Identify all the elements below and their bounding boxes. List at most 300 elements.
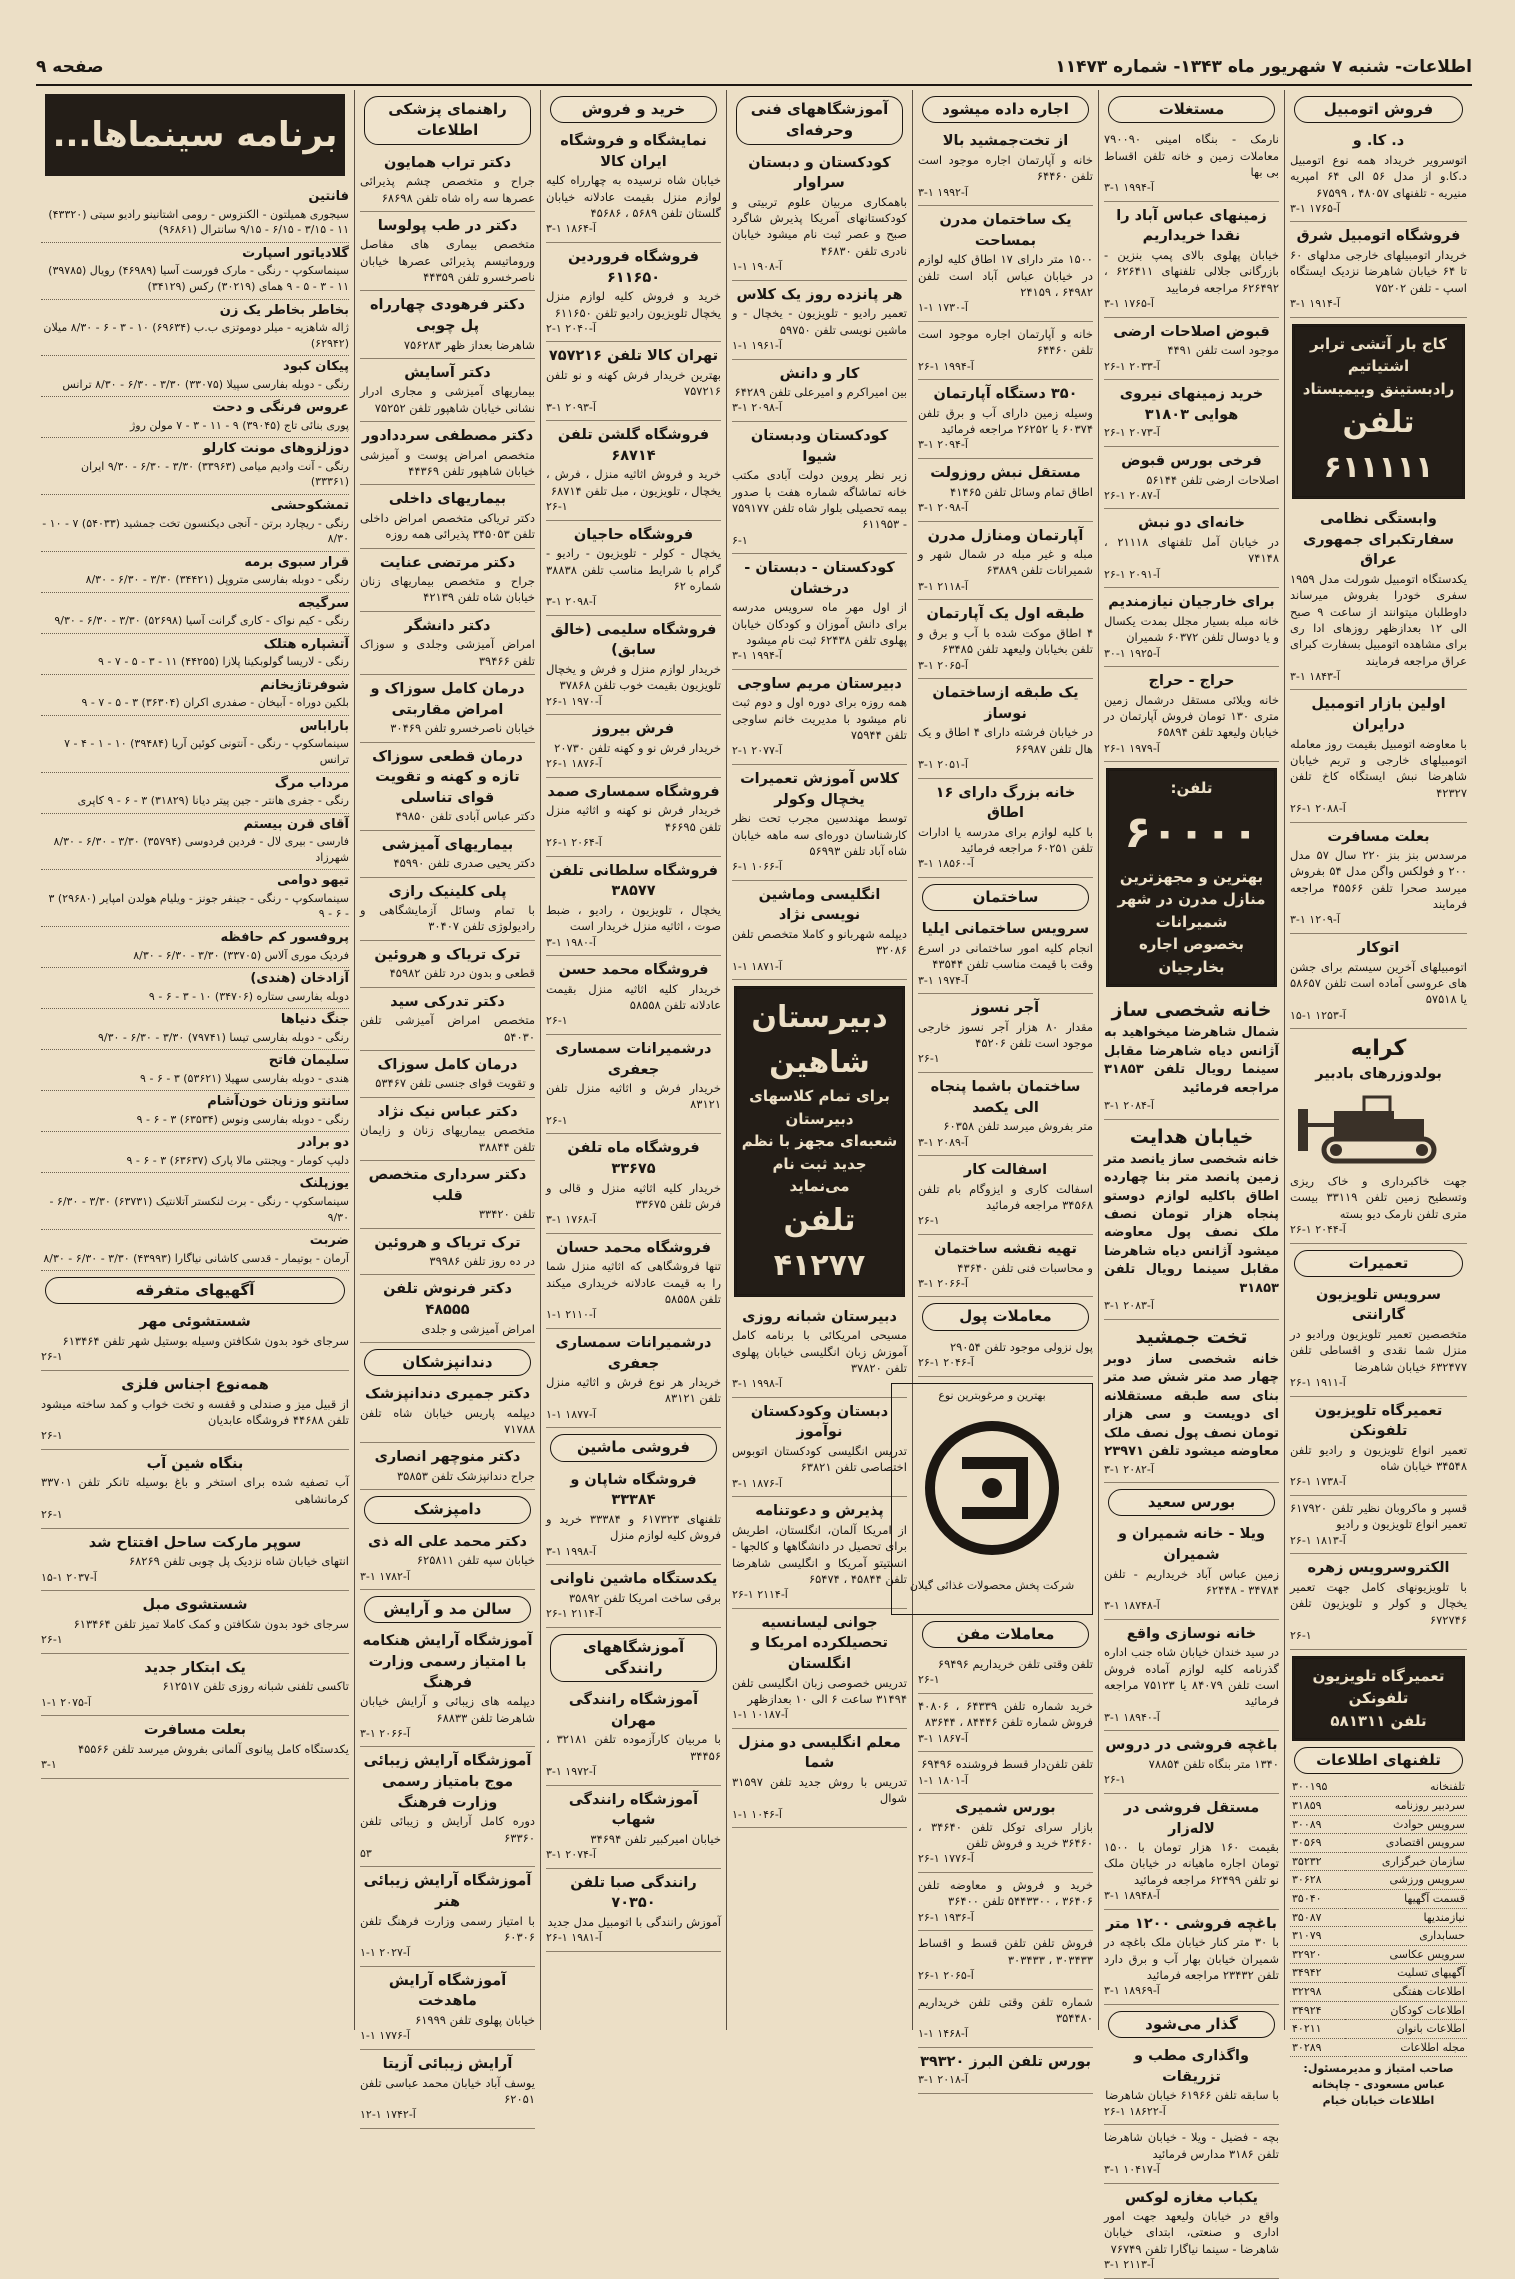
classified-ad <box>918 1931 1093 1989</box>
cinema-entry <box>41 634 349 675</box>
classified-ad <box>1104 1620 1279 1732</box>
phone-number: ۳۰۰۱۹۵ <box>1290 1778 1345 1796</box>
ad-body: با ۳۰ متر کنار خیابان ملک باغچه در شمیران خیابان بهار آب و برق دارد تلفن ۲۳۴۳۲ مراجعه فرمائید <box>1104 1935 1279 1982</box>
ad-ref: ۳-۱ ۱۸۷۶-آ <box>732 1476 782 1490</box>
film-title: تیهو دوامی <box>277 873 349 889</box>
ad-body: مسیحی امریکائی با برنامه کامل آموزش زبان انگلیسی خیابان پهلوی تلفن ۳۷۸۲۰ <box>732 1328 907 1375</box>
classified-ad <box>732 554 907 670</box>
ad-body: اطاق تمام وسائل تلفن ۴۱۴۶۵ <box>950 484 1093 499</box>
phone-number: ۳۵۰۸۷ <box>1290 1908 1345 1927</box>
ad-title: خیابان هدایت <box>1129 1125 1254 1148</box>
film-title: دو برادر <box>298 1135 349 1151</box>
ad-ref: ۲۶-۱ ۱۸۱۳-آ <box>1290 1533 1346 1547</box>
ad-title: آموزشگاه رانندگی مهران <box>568 1692 699 1729</box>
ad-body: خانه و آپارتمان اجاره موجود است تلفن ۶۴۴۶۰ <box>918 152 1093 184</box>
classified-ad <box>360 1098 535 1161</box>
ad-body: انتهای خیابان شاه نزدیک پل چوبی تلفن ۶۸۲۶۹ <box>128 1554 349 1569</box>
phone-number: ۳۱۰۷۹ <box>1290 1927 1345 1946</box>
ad-title: کار و دانش <box>779 365 860 382</box>
classified-ad <box>1290 934 1467 1029</box>
ad-title: آموزشگاه آرایش زیبائی موج بامتیاز رسمی وزارت فرهنگ <box>363 1753 532 1811</box>
ad-body: بازار سرای توکل تلفن ۳۴۶۴۰ ، ۳۶۴۶۰ خرید و فروش تلفن <box>918 1819 1093 1851</box>
column-education <box>726 90 912 2030</box>
classified-ad <box>546 1786 721 1869</box>
ad-ref: ۱-۱ ۱۸۷۱-آ <box>732 959 782 973</box>
film-title: تمشکوحشی <box>270 498 349 514</box>
ad-body: در سید خندان خیابان شاه جنب اداره گذرنامه کلیه لوازم آماده فروش است تلفن ۸۴۰۷۹ یا ۷۵۱۲۳ مراجعه فرمائید <box>1104 1645 1279 1709</box>
ad-title: از تخت‌جمشید بالا <box>942 133 1069 150</box>
film-title: دوزلزوهای مونت کارلو <box>203 441 349 457</box>
film-showtimes: سینماسکوپ - رنگی - مارک فورست آسیا (۴۶۹۸۹) رویال (۳۹۷۸۵) ۱۱ - ۳ - ۵ - ۹ همای (۳۰۲۱۹) رکس (۳۴۱۲۹) <box>48 264 349 293</box>
film-showtimes: سینماسکوپ - رنگی - جینفر جونز - ویلیام هولدن امپایر (۲۹۶۸۰) ۳ - ۶ - ۹ <box>48 891 349 921</box>
film-title: سانتو وزنان خون‌آشام <box>207 1094 349 1110</box>
ad-ref: ۲۶-۱ <box>546 1014 568 1028</box>
classified-ad <box>41 1716 349 1779</box>
ad-body: دوره کامل آرایش و زیبائی تلفن ۶۳۳۶۰ <box>360 1814 535 1845</box>
ad-body: بچه - فضیل - ویلا - خیابان شاهرضا تلفن ۳۱۸۶ مدارس فرمائید <box>1104 2130 1279 2161</box>
ad-ref: ۳-۱ ۲۰۹۴-آ <box>918 438 968 452</box>
ad-body: آب تصفیه شده برای استخر و باغ بوسیله تانکر تلفن ۳۳۷۰۱ کرمانشاهی <box>41 1475 349 1506</box>
film-title: یوزپلنک <box>299 1176 349 1192</box>
ad-title: یک ابتکار جدید <box>144 1659 246 1676</box>
cinema-entry <box>41 495 349 552</box>
classified-ad <box>918 459 1093 522</box>
film-title: آزاد‌خان (هندی) <box>250 971 349 987</box>
phone-table <box>1290 1778 1467 2057</box>
ad-body: متر بفروش میرسد تلفن ۶۰۳۵۸ <box>943 1119 1093 1134</box>
ad-ref: ۳-۱ ۲۰۶۶-آ <box>360 1726 410 1740</box>
ad-ref: ۳-۱ ۲۰۶۶-آ <box>918 1276 968 1290</box>
ad-ref: ۱-۱ ۲۰۲۷-آ <box>360 1946 410 1960</box>
ad-ref: ۳-۱ ۲۰۵۱-آ <box>918 758 968 772</box>
ad-title: فروشگاه گلشن تلفن ۶۸۷۱۴ <box>557 427 710 464</box>
ad-ref: ۳-۱ ۲۱۱۳-آ <box>1104 2258 1154 2272</box>
ad-title: سرویس ساختمانی ایلیا <box>921 921 1090 938</box>
classified-ad <box>360 359 535 422</box>
classified-ad <box>360 149 535 212</box>
table-row <box>1290 1964 1467 1983</box>
section-heading: اجاره داده میشود <box>922 96 1089 123</box>
ad-body: توسط مهندسین مجرب تحت نظر کارشناسان دوره‌ای سه ماهه خیابان شاه آباد تلفن ۵۶۹۹۳ <box>732 811 907 858</box>
table-row <box>1290 1889 1467 1908</box>
cinema-entry <box>41 870 349 927</box>
cinema-entry <box>41 552 349 593</box>
classified-ad <box>918 1694 1093 1752</box>
classified-ad <box>918 206 1093 322</box>
classified-ad <box>1104 318 1279 381</box>
ad-body: شمال شاهرضا میخواهید به آژانس دیاه شاهرضا مقابل سینما رویال تلفن ۳۱۸۵۳ مراجعه فرمائید <box>1104 1025 1279 1096</box>
classified-ad <box>1290 823 1467 935</box>
section-heading: فروش اتومبیل <box>1294 96 1463 123</box>
classified-ad <box>732 670 907 765</box>
ad-ref: ۲۶-۱ <box>41 1633 63 1647</box>
film-showtimes: دوبله بفارسی ستاره (۳۴۷۰۶) ۱۰ - ۳ - ۶ - ۹ <box>148 989 349 1003</box>
section-heading: دامپزشک <box>364 1496 531 1523</box>
classified-ad <box>360 988 535 1051</box>
ad-ref: ۲۶-۱ ۱۹۱۱-آ <box>1290 1376 1346 1390</box>
classified-ad <box>360 831 535 878</box>
ad-title: دکتر منوچهر انصاری <box>374 1449 521 1466</box>
film-showtimes: فردیک موری آلاس (۳۳۷۰۵) ۳/۳۰ - ۶/۳۰ - ۸/۳۰ <box>133 948 349 962</box>
classified-ad <box>1104 1120 1279 1320</box>
ad-body: زیر نظر پروین دولت آبادی مکتب خانه تماشاگه شماره هفت با صدور بیمه تحصیلی بلوار شاه تلفن ۷۵۹۱۷۷ - ۶۱۱۹۵۳ <box>732 468 907 532</box>
ad-body: خیابان شاه نرسیده به چهارراه کلیه لوازم منزل بقیمت عادلانه خیابان گلستان تلفن ۵۶۸۹ ، ۴۵۶۸۶ <box>546 173 721 221</box>
ad-body: دیپلمه پاریس خیابان شاه تلفن ۷۱۷۸۸ <box>360 1405 535 1437</box>
ad-title: آپارتمان ومنازل مدرن <box>927 527 1084 544</box>
film-title: آتشپاره هتلک <box>263 636 349 652</box>
ad-title: معلم انگلیسی دو منزل شما <box>738 1734 901 1772</box>
ad-body: خریدار کلیه اثاثیه منزل و قالی و فرش تلفن ۳۳۶۷۵ <box>546 1180 721 1211</box>
classified-ad <box>546 1869 721 1952</box>
classified-ad <box>360 1443 535 1490</box>
ad-ref: ۱-۱ ۱۷۷۶-آ <box>360 2029 410 2043</box>
ad-ref: ۳-۱ ۲۰۸۴-آ <box>1104 1099 1154 1113</box>
ad-title: ویلا - خانه شمیران و شمیران <box>1117 1526 1266 1564</box>
classified-ad <box>732 1398 907 1497</box>
ad-ref: ۱-۱ ۱۷۳۰-آ <box>918 301 968 315</box>
ad-body: با تلویزیونهای کامل جهت تعمیر یخچال و کولر و تلویزیون تلفن ۶۷۲۷۴۶ <box>1290 1579 1467 1627</box>
film-title: سلیمان فاتح <box>268 1053 349 1069</box>
ad-ref: ۲۶-۱ <box>1104 1773 1126 1787</box>
ad-title: باغچه فروشی ۱۲۰۰ متر <box>1106 1915 1277 1932</box>
ad-title: فروشگاه حاجیان <box>573 526 694 543</box>
film-title: عروس فرنگی و دحت <box>212 400 349 416</box>
film-title: فانتین <box>308 189 349 205</box>
ad-body: جهت خاکبرداری و خاک ریزی وتسطیح زمین تلفن ۳۳۱۱۹ بیست متری تلفن نارمک دیو بسته <box>1290 1174 1467 1221</box>
ad-body: نارمک - بنگاه امینی ۷۹۰۰۹۰ معاملات زمین و خانه تلفن اقساط بی بها <box>1104 132 1279 179</box>
classified-ad <box>546 342 721 421</box>
classified-ad <box>918 1235 1093 1298</box>
ad-title: الکتروسرویس زهره <box>1307 1560 1450 1577</box>
phone-number: ۴۰۲۱۱ <box>1290 2020 1345 2039</box>
ad-body: خانه ویلائی مستقل درشمال زمین متری ۱۳۰ تومان فروش آپارتمان در خیابان ولیعهد تلفن ۶۵۸۹۴ <box>1104 692 1279 740</box>
ad-body: زمین عباس آباد خریداریم - تلفن ۳۴۷۸۴ - ۶۲۴۴۸ <box>1104 1566 1279 1597</box>
classified-ad <box>360 1380 535 1443</box>
classified-ad <box>546 127 721 243</box>
ad-title: رانندگی صبا تلفن ۷۰۳۵۰ <box>570 1874 697 1912</box>
ad-body: خرید و فروش کلیه لوازم منزل یخچال تلویزیون رادیو تلفن ۶۱۱۶۵۰ <box>546 289 721 320</box>
ad-title: کودکستان - دبستان - درخشان <box>744 560 895 597</box>
ad-ref: ۲۶-۱ <box>41 1350 63 1364</box>
ad-ref: ۳-۱ ۲۰۹۸-آ <box>546 595 596 609</box>
ad-body: جراح و متخصص بیماریهای زنان خیابان شاه تلفن ۴۲۱۳۹ <box>360 574 535 605</box>
classified-ad <box>1290 1281 1467 1397</box>
classified-ad <box>360 1747 535 1867</box>
ad-body: متخصص امراض پوست و آمیزشی خیابان شاهپور تلفن ۴۴۳۶۹ <box>360 447 535 479</box>
ad-title: دکتر سرداری متخصص قلب <box>368 1167 527 1204</box>
classified-ad <box>360 291 535 358</box>
ad-title: آموزشگاه آرایش زیبائی هنر <box>363 1873 532 1911</box>
column-cinemas <box>36 90 354 2030</box>
classified-ad <box>918 380 1093 459</box>
ad-title: دبیرستان شبانه روزی <box>742 1308 897 1325</box>
ad-title: درشمیرانات سمساری جعفری <box>555 1334 712 1372</box>
classified-ad <box>732 1497 907 1609</box>
classified-ad <box>546 1565 721 1628</box>
classified-ad <box>1104 1520 1279 1619</box>
ad-ref: ۳-۱ ۱۷۶۸-آ <box>546 1213 596 1227</box>
ad-title: دکتر محمد علی اله ذی <box>368 1533 527 1550</box>
cinema-entry <box>41 716 349 773</box>
ad-title: نمایشگاه و فروشگاه ایران کالا <box>560 133 707 170</box>
table-row <box>1290 1834 1467 1853</box>
classified-ad <box>1104 1731 1279 1794</box>
ad-body: اسفالت کاری و ایزوگام بام تلفن ۳۴۵۶۸ مراجعه فرمائید <box>918 1181 1093 1213</box>
ad-body: مبله و غیر مبله در شمال شهر و شمیرانات تلفن ۶۳۸۸۹ <box>918 547 1093 578</box>
cinema-entry <box>41 300 349 357</box>
section-heading: سالن مد و آرایش <box>364 1596 531 1623</box>
phone-number: ۳۰۰۸۹ <box>1290 1815 1345 1834</box>
ad-body: از قبیل میز و صندلی و قفسه و تخت خواب و کمد ساخته میشود تلفن ۴۴۶۸۸ فروشگاه عابدیان <box>41 1396 349 1427</box>
ad-title: بنگاه شین آب <box>146 1455 244 1472</box>
phone-label: سرویس عکاسی <box>1345 1945 1467 1964</box>
ad-title: دکتر مرتضی عنایت <box>379 554 516 571</box>
ad-body: دکتر عباس آبادی تلفن ۴۹۸۵۰ <box>395 809 535 824</box>
ad-body: خریدار فرش نو و کهنه تلفن ۲۰۷۳۰ <box>554 740 721 755</box>
ad-ref: ۲۶-۱ ۱۹۷۹-آ <box>1104 741 1160 755</box>
ad-body: با امتیاز رسمی وزارت فرهنگ تلفن ۶۰۳۰۶ <box>360 1913 535 1944</box>
ad-title: اولین بازار اتومبیل درایران <box>1311 696 1446 734</box>
ad-body: با کلیه لوازم برای مدرسه یا ادارات تلفن ۶۰۲۵۱ مراجعه فرمائید <box>918 824 1093 856</box>
classified-ad <box>41 1529 349 1592</box>
ad-ref: ۳-۱ ۱۹۹۸-آ <box>546 1544 596 1558</box>
ad-title: دکتر جمیری دندانپزشک <box>364 1386 531 1403</box>
ad-ref: ۱-۱ ۱۹۰۸-آ <box>732 260 782 274</box>
ad-phone: تلفن ۴۱۲۷۷ <box>773 1202 866 1283</box>
column-real-estate <box>1098 90 1284 2272</box>
classified-ad <box>546 243 721 342</box>
ad-ref: ۳-۱ ۱۷۶۵-آ <box>1290 201 1340 215</box>
ad-body: خانه و آپارتمان اجاره موجود است تلفن ۶۴۴۶۰ <box>918 326 1093 358</box>
ad-ref: ۲۶-۱ ۱۹۹۴-آ <box>918 359 974 373</box>
ad-body: جراح دندانپزشک تلفن ۳۵۸۵۳ <box>396 1469 535 1483</box>
ad-title: ترک تریاک و هروئین <box>374 1234 521 1251</box>
classified-ad <box>41 1308 349 1371</box>
ad-line: برای تمام کلاسهای دبیرستان <box>749 1087 890 1128</box>
ad-body: خیابان ناصرخسرو تلفن ۳۰۴۶۹ <box>390 721 535 736</box>
ad-ref: ۳-۱ ۱۹۹۴-آ <box>1104 181 1154 195</box>
classified-ad <box>1290 1496 1467 1554</box>
classified-ad <box>1104 380 1279 447</box>
ad-ref: ۳-۱ ۱۷۸۲-آ <box>360 1569 410 1583</box>
ad-body: از امریکا آلمان، انگلستان، اطریش برای تحصیل در دانشگاهها و کالجها - انستیتو آمریکا و انگلیسی شاهرضا تلفن ۴۵۸۴۴ ، ۶۵۴۷۴ <box>732 1522 907 1586</box>
ad-body: تدریس انگلیسی کودکستان اتوبوس اختصاصی تلفن ۶۳۸۲۱ <box>732 1444 907 1475</box>
classified-ad <box>41 1450 349 1529</box>
classified-ad <box>360 743 535 831</box>
ad-title: دبیرستان مریم ساوجی <box>737 675 902 692</box>
ad-body: دیپلمه شهربانو و کاملا متخصص تلفن ۳۲۰۸۶ <box>732 926 907 958</box>
phone-label: سازمان خبرگزاری <box>1345 1852 1467 1871</box>
ad-ref: ۲۶-۱ <box>41 1508 63 1522</box>
ad-body: باهمکاری مربیان علوم تربیتی و کودکستانهای آمریکا پذیرش شاگرد صبح و عصر ثبت نام میشود خیابان نادری تلفن ۴۶۸۳۰ <box>732 194 907 258</box>
ad-title: دکتر فرهودی چهارراه پل چوبی <box>370 297 525 334</box>
section-heading: دندانپزشکان <box>364 1349 531 1376</box>
ad-title: پذیرش و دعوتنامه <box>755 1503 884 1520</box>
ad-body: خانه شخصی ساز یانصد متر زمین پانصد متر بنا چهارده اطاق باکلیه لوازم دوستو پنجاه هزار تومان نصف ملک نصف پول معاوضه میشود آژانس دیاه شاهرضا مقابل سینما رویال تلفن ۳۱۸۵۳ <box>1104 1151 1279 1296</box>
film-title: ضربت <box>309 1233 349 1249</box>
phone-number: ۳۴۹۲۴ <box>1290 2001 1345 2020</box>
ad-ref: ۲۶-۱ ۱۷۷۶-آ <box>918 1852 974 1866</box>
phone-label: تلفنخانه <box>1345 1778 1467 1796</box>
ad-ref: ۲۶-۱ ۲۰۹۱-آ <box>1104 567 1160 581</box>
film-title: گلادیاتور اسپارت <box>242 245 349 261</box>
ad-ref: ۲۶-۱ ۲۰۶۴-آ <box>546 836 602 850</box>
film-showtimes: سینماسکوپ - رنگی - برت لنکستر آتلانتیک (۶۳۷۳۱) ۳/۳۰ - ۶/۳۰ - ۹/۳۰ <box>49 1194 349 1224</box>
film-showtimes: بلکین دوراه - آبیخان - صفدری اکران (۳۶۳۰۴) ۳ - ۵ - ۷ - ۹ <box>81 696 349 710</box>
ad-body: دکتر تریاکی متخصص امراض داخلی تلفن ۳۴۵۰۵۳ پذیرائی همه روزه <box>360 510 535 542</box>
ad-phone: ۶۰۰۰۰ <box>1124 806 1259 858</box>
table-row <box>1290 2001 1467 2020</box>
classified-ad <box>732 1729 907 1828</box>
ad-body: خرید و فروش اثاثیه منزل ، فرش ، یخچال ، تلویزیون ، مبل تلفن ۶۸۷۱۴ <box>546 467 721 498</box>
phone-number: ۳۲۹۲۰ <box>1290 1945 1345 1964</box>
ad-body: خریدار اتومبیلهای خارجی مدلهای ۶۰ تا ۶۴ خیابان شاهرضا نزدیک ایستگاه اسپ - تلفن ۷۵۲۰۲ <box>1290 248 1467 295</box>
ad-ref: ۲۶-۱ ۱۸۷۶-آ <box>546 757 602 771</box>
ad-title: واگذاری مطب و تزریقات <box>1134 2048 1249 2085</box>
ad-title: همه‌نوع اجناس فلزی <box>121 1377 269 1393</box>
phone-number: ۳۵۲۳۲ <box>1290 1852 1345 1871</box>
ad-ref: ۳-۱ ۲۰۸۲-آ <box>1104 1462 1154 1476</box>
classified-ad <box>546 521 721 616</box>
ad-title: یک طبقه ازساختمان نوساز <box>932 685 1079 722</box>
ad-title: طبقه اول یک آپارتمان <box>926 606 1085 623</box>
classified-ad <box>918 1073 1093 1156</box>
ad-title: دکتر تراب همایون <box>383 154 512 171</box>
classified-ad <box>546 421 721 520</box>
section-heading: ساختمان <box>922 884 1089 911</box>
classified-ad <box>732 149 907 281</box>
film-showtimes: سینماسکوپ - رنگی - آنتونی کوئین آریا (۳۹۴۸۴) ۱۰ - ۱ - ۴ - ۷ ترانس <box>64 737 349 767</box>
ad-ref: ۳۰-۱ ۱۹۲۵-آ <box>1104 646 1160 660</box>
column-car-sales <box>1284 90 1472 2107</box>
classified-ad <box>41 1591 349 1654</box>
classified-ad <box>360 1627 535 1747</box>
table-row <box>1290 1815 1467 1834</box>
display-ad-box <box>1292 324 1465 500</box>
film-title: پیکان کبود <box>283 359 349 375</box>
ad-body: در خیابان آمل تلفنهای ۲۱۱۱۸ ، ۷۴۱۴۸ <box>1104 535 1279 566</box>
ad-title: باغچه فروشی در دروس <box>1105 1737 1278 1754</box>
ad-body: شاهرضا بعداز ظهر ۷۵۶۲۸۳ <box>403 337 535 352</box>
phone-number: ۳۵۰۴۰ <box>1290 1889 1345 1908</box>
ad-title: هر پانزده روز یک کلاس <box>736 286 903 303</box>
ad-title: دبیرستان شاهین <box>751 1000 888 1081</box>
ad-body: خریدار فرش و اثاثیه منزل تلفن ۸۳۱۲۱ <box>546 1081 721 1112</box>
cinema-entry <box>41 397 349 438</box>
classified-ad <box>360 212 535 292</box>
ad-ref: ۳-۱ ۱۷۶۵-آ <box>1104 297 1154 311</box>
ad-ref: ۲۶-۱ ۲۰۸۷-آ <box>1104 488 1160 502</box>
ad-ref: ۳-۱ ۲۰۶۵-آ <box>918 658 968 672</box>
ad-body: متخصص بیماریهای زنان و زایمان تلفن ۳۸۸۴۴ <box>360 1123 535 1154</box>
cinema-entry <box>41 356 349 397</box>
ad-body: خرید شماره تلفن ۶۴۳۳۹ ، ۴۰۸۰۶ فروش شماره تلفن ۸۴۴۴۶ ، ۸۳۶۴۴ <box>918 1698 1093 1730</box>
cinema-entry <box>41 1173 349 1230</box>
ad-body: تلفن ۳۳۴۲۰ <box>478 1207 535 1222</box>
ad-title: خانه‌ای دو نبش <box>1138 515 1245 532</box>
ad-body: بین امیراکرم و امیرعلی تلفن ۶۴۲۸۹ <box>734 385 907 400</box>
ad-title: د. کا. و <box>1352 133 1405 150</box>
ad-ref: ۳-۱ ۱۸۵۶۰-آ <box>918 857 974 871</box>
classified-ad <box>360 2050 535 2129</box>
phone-label: قسمت آگهیها <box>1345 1889 1467 1908</box>
film-title: آقای قرن بیستم <box>243 816 349 832</box>
ad-ref: ۲۶-۱ ۱۸۶۲۲-آ <box>1104 2104 1166 2118</box>
ad-body: امراض آمیزشی و جلدی <box>421 1321 535 1336</box>
phone-number: ۳۰۲۸۹ <box>1290 2038 1345 2057</box>
ad-body: تاکسی تلفنی شبانه روزی تلفن ۶۱۲۵۱۷ <box>162 1679 349 1694</box>
ad-body: امراض آمیزشی وجلدی و سوزاک تلفن ۳۹۴۶۶ <box>360 637 535 668</box>
classified-ad <box>918 322 1093 380</box>
ad-title: بورس تلفن البرز ۳۹۳۲۰ <box>920 2053 1091 2070</box>
ad-body: تعمیر انواع تلویزیون و رادیو تلفن ۳۴۵۴۸ خیابان شاه <box>1290 1442 1467 1474</box>
cinema-entry <box>41 773 349 814</box>
classified-ad <box>1104 202 1279 318</box>
classified-ad <box>918 1652 1093 1694</box>
ad-body: در خیابان فرشته دارای ۴ اطاق و یک هال تلفن ۶۶۹۸۷ <box>918 725 1093 756</box>
ad-body: خانه مبله بسیار مجلل بمدت یکسال و یا دوسال تلفن ۶۰۳۷۲ شمیران <box>1104 613 1279 645</box>
ad-ref: ۳-۱ ۱۹۹۲-آ <box>918 185 968 199</box>
ad-title: قبوض اصلاحات ارضی <box>1113 323 1270 340</box>
ad-title: دکتر تدرکی سید <box>390 993 505 1010</box>
ad-title: دکتر عباس نیک نژاد <box>377 1103 518 1120</box>
column-medical <box>354 90 540 2122</box>
cinema-entry <box>41 593 349 634</box>
ad-phone: تلفن ۶۱۱۱۱۱ <box>1323 405 1434 486</box>
ad-ref: ۱-۱ ۱۰۱۸۷-آ <box>732 1708 788 1722</box>
ad-ref: ۲۶-۱ <box>546 500 568 514</box>
ad-body: متخصص بیماری های مفاصل وروماتیسم پذیرائی عصرها خیابان ناصرخسرو تلفن ۴۴۳۵۹ <box>360 237 535 285</box>
ad-body: بیماریهای آمیزشی و مجاری ادرار نشانی خیابان شاهپور تلفن ۷۵۲۵۲ <box>360 384 535 415</box>
ad-line: کاج بار آتشی ترابر اشتیاتیم <box>1309 334 1447 376</box>
ad-title: تخت جمشید <box>1135 1325 1248 1348</box>
classified-ad <box>732 765 907 881</box>
classified-ad <box>918 2048 1093 2094</box>
classified-ad <box>546 1466 721 1565</box>
ad-title: ۳۵۰ دستگاه آپارتمان <box>933 386 1078 403</box>
ad-title: فرش بیروز <box>592 721 675 738</box>
ad-title: تهران کالا تلفن ۷۵۷۲۱۶ <box>548 348 719 365</box>
cinema-entry <box>41 186 349 243</box>
ad-ref: ۲۶-۱ ۲۰۸۸-آ <box>1290 801 1346 815</box>
classified-ad <box>360 1275 535 1342</box>
ad-ref: ۲۶-۱ ۱۹۸۱-آ <box>546 1931 602 1945</box>
table-row <box>1290 1871 1467 1890</box>
ad-ref: ۱-۱ ۲۱۱۰-آ <box>546 1308 596 1322</box>
ad-title: کلاس آموزش تعمیرات یخچال وکولر <box>740 771 899 808</box>
ad-ref: ۱-۱ ۱۸۷۷-آ <box>546 1407 596 1421</box>
classified-ad <box>360 1161 535 1228</box>
film-title: سرگیجه <box>298 595 349 611</box>
phone-label: مجله اطلاعات <box>1345 2038 1467 2057</box>
ad-title: خانه شخصی ساز <box>1111 999 1272 1022</box>
ad-ref: ۳-۱ ۱۸۷۴۸-آ <box>1104 1599 1160 1613</box>
film-showtimes: رنگی - کیم نواک - کاری گرانت آسیا (۵۲۶۹۸) ۳/۳۰ - ۶/۳۰ - ۹/۳۰ <box>54 614 349 628</box>
classified-ad <box>546 1134 721 1233</box>
ad-title: سرویس تلویزیون گارانتی <box>1315 1286 1442 1324</box>
ad-body: خانه شخصی ساز دوبر چهار صد متر شش صد متر بنای سه طبقه مستقلانه ای دویست و سی هزار تومان نصف پول نصف ملک معاوضه میشود تلفن ۲۳۹۷۱ <box>1104 1351 1279 1460</box>
ad-body: یکدستگاه اتومبیل شورلت مدل ۱۹۵۹ سفری خودرا بفروش میرساند داوطلبان میتوانند از ساعت ۹ صبح الی ۱۲ بعدازظهر روزهای ادا ری برای مشاهده اتومبیل بسفارت کبرای عراق مراجعه فرمایند <box>1290 571 1467 668</box>
ad-title: اتوکار <box>1357 940 1400 957</box>
ad-title: فروشگاه فروردین ۶۱۱۶۵۰ <box>567 249 700 286</box>
ad-title: برای خارجیان نیازمندیم <box>1108 594 1275 611</box>
ad-body: تدریس با روش جدید تلفن ۳۱۵۹۷ شوال <box>732 1774 907 1806</box>
ad-body: واقع در خیابان ولیعهد جهت امور اداری و صنعتی، ابتدای خیابان شاهرضا - سینما نیاگارا تلفن ۷۶۷۴۹ <box>1104 2209 1279 2256</box>
ad-rent <box>1290 1029 1467 1243</box>
ad-ref: ۳-۱ ۲۰۷۴-آ <box>546 1848 596 1862</box>
ad-title: تهیه نقشه ساختمان <box>934 1240 1077 1257</box>
ad-title: شستشوئی مهر <box>139 1314 251 1331</box>
